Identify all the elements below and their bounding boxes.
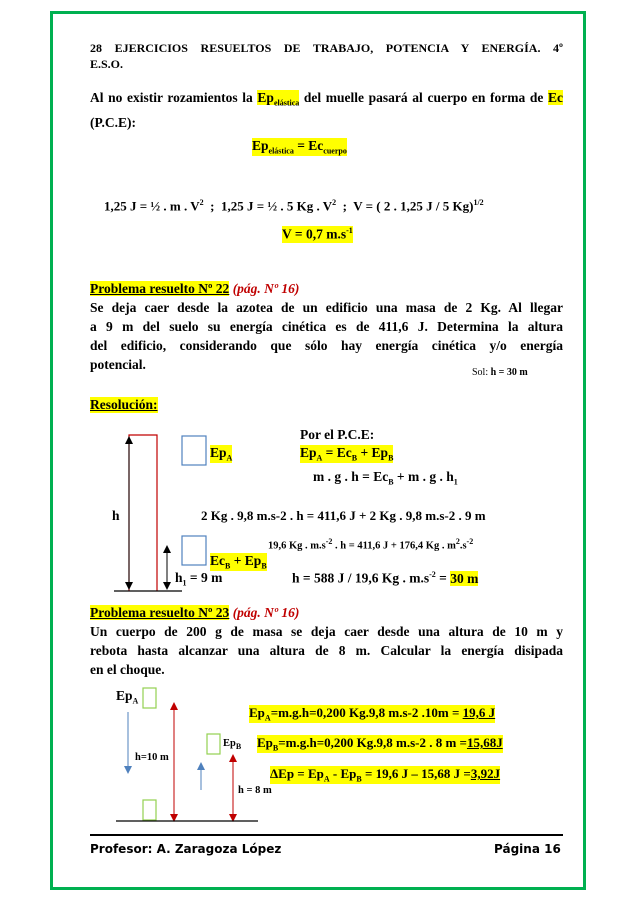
problem22-line4: potencial. [90, 357, 146, 372]
p23-h10-label: h=10 m [135, 752, 169, 763]
ecb-label: $Ec_B + Ep_B$ [210, 553, 267, 571]
problem22-line1: Se deja caer desde la azotea de un edificio una masa de 2 Kg. Al llegar [90, 300, 563, 315]
footer-author: Profesor: A. Zaragoza López [90, 842, 282, 856]
problem22-solution: Sol: h = 30 m [472, 367, 528, 378]
problem23-line3: en el choque. [90, 662, 165, 677]
problem22-label: Problema resuelto Nº 22 [90, 281, 230, 296]
intro-equation: $Ep_{elástica} = Ec_{cuerpo}$ [252, 138, 347, 156]
header-line1: 28 EJERCICIOS RESUELTOS DE TRABAJO, POTENCIA Y ENERGÍA. 4º [90, 41, 563, 55]
intro-calc: 1,25 J = ½ . m . $V^2$ ; 1,25 J = ½ . 5 Kg . $V^2$ ; V = ( 2 . 1,25 J / 5 Kg)$^{1/2}$ [104, 198, 484, 214]
h-label: h [112, 508, 120, 523]
problem22-line2: a 9 m del suelo su energía cinética es de 411,6 J. Determina la altura [90, 319, 563, 334]
footer-page: Página 16 [494, 842, 561, 856]
problem23-line2: rebota hasta alcanzar una altura de 8 m. Calcular la energía disipada [90, 643, 563, 658]
intro-ep: $Ep_{elástica}$ [257, 90, 300, 108]
intro-result: V = 0,7 $m.s^{-1}$ [282, 226, 353, 242]
problem23-line1: Un cuerpo de 200 g de masa se deja caer desde una altura de 10 m y [90, 624, 563, 639]
h1-label: $h_1 = 9$ m [175, 570, 223, 588]
eq3: 2 Kg . 9,8 m.s-2 . h = 411,6 J + 2 Kg . 9,8 m.s-2 . 9 m [201, 508, 486, 523]
p22-diagram [114, 435, 206, 591]
footer-divider [90, 834, 563, 836]
eq4: 19,6 Kg . $m.s^{-2}$ . h = 411,6 J + 176,4 Kg . $m^2.s^{-2}$ [268, 537, 474, 552]
intro-ec: Ec [547, 90, 563, 105]
epa-label: $Ep_A$ [210, 445, 233, 463]
building-outline [129, 435, 157, 591]
p23-calc3: $\Delta Ep = Ep_A - Ep_B = 19,6$ J – 15,68 J =3,92J [270, 766, 501, 784]
problem23-page-ref: (pág. Nº 16) [229, 605, 300, 620]
mass-box-a [182, 436, 206, 465]
problem23-label: Problema resuelto Nº 23 [90, 605, 230, 620]
final-result: h = 588 J / 19,6 Kg . $m.s^{-2} = 30$ m [292, 570, 479, 586]
intro-text-c: (P.C.E): [90, 114, 136, 130]
header-line2: E.S.O. [90, 57, 124, 71]
eq2: m . g . $h = Ec_B + m$ . g . $h_1$ [313, 469, 458, 487]
pce-label: Por el P.C.E: [300, 427, 375, 442]
intro-text-b: del muelle pasará al cuerpo en forma de [299, 90, 548, 105]
eq1: $Ep_A = Ec_B + Ep_B$ [300, 445, 394, 463]
intro-text-a: Al no existir rozamientos la [90, 90, 258, 105]
problem22-line3: del edificio, considerando que sólo hay energía cinética y/o energía [90, 338, 563, 353]
mass-box-b [182, 536, 206, 565]
p23-epb-label: $Ep_B$ [223, 738, 242, 752]
p23-h8-label: h = 8 m [238, 785, 272, 796]
p23-diagram [116, 688, 258, 821]
p23-epa-label: $Ep_A$ [116, 688, 139, 706]
mass-box-mid [207, 734, 220, 754]
mass-box-top [143, 688, 156, 708]
p23-calc2: $Ep_B=m.g.h=0,200$ Kg.9,8 m.s-2 . 8 m =15,68J [257, 735, 503, 753]
mass-box-bottom [143, 800, 156, 820]
problem22-page-ref: (pág. Nº 16) [229, 281, 300, 296]
p23-calc1: $Ep_A=m.g.h=0,200$ Kg.9,8 m.s-2 .10m = 19,6 J [249, 705, 496, 723]
resolution-heading: Resolución: [90, 397, 158, 412]
